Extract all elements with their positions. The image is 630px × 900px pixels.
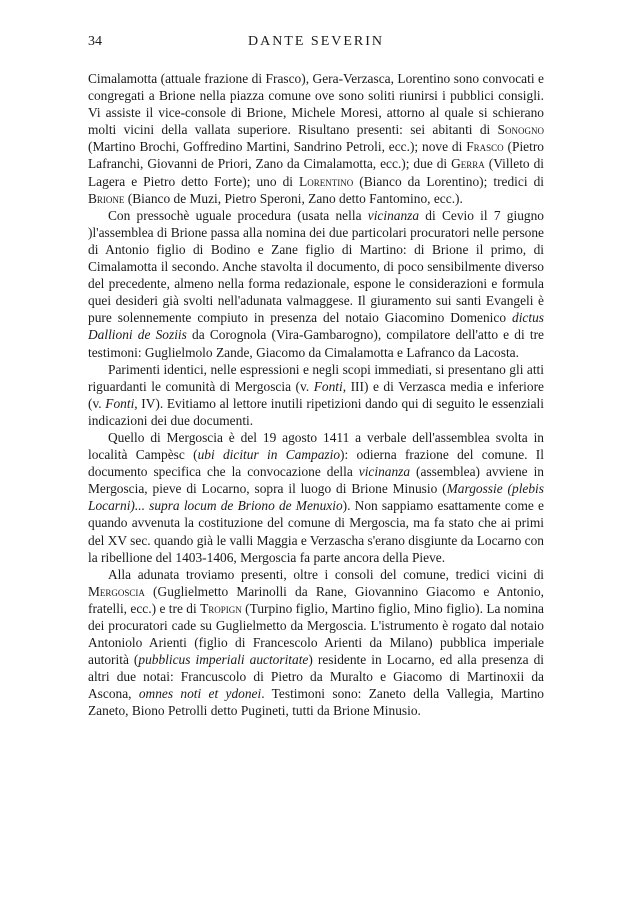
text-run: , III) e di Verzasca media e inferiore (v. (88, 378, 544, 411)
text-run: Con pressochè uguale procedura (usata nella (108, 207, 368, 223)
text-run: (Guglielmetto Marinolli da Rane, Giovannino Giacomo e Antonio, fratelli, ecc.) e tre di (88, 583, 544, 616)
italic-run: ubi dicitur in Campazio (197, 447, 341, 463)
paragraph (88, 566, 544, 720)
italic-run: Fonti (105, 395, 135, 411)
body-text (88, 70, 544, 720)
text-run: (assemblea) avviene in Mergoscia, pieve di Locarno, sopra il luogo di Brione Minusio ( (88, 464, 544, 497)
place-name: Brione (88, 190, 125, 206)
text-run: ) residente in Locarno, ed alla presenza di altri due notai: Francuscolo di Pietro da Muralto e Giacomo di Martinoxii da Ascona, (88, 652, 544, 702)
page-number: 34 (88, 34, 102, 49)
place-name: Gerra (451, 156, 485, 172)
text-run: (Turpino figlio, Martino figlio, Mino figlio). La nomina dei procuratori cade su Guglielmetto da Mergoscia. L'istrumento è rogato dal notaio Antoniolo Arienti (figlio di Francescolo Arienti da Milano) pubblica imperiale autorità ( (88, 600, 544, 668)
text-run: ): odierna frazione del comune. Il documento specifica che la convocazione della (88, 447, 544, 480)
text-run: Alla adunata troviamo presenti, oltre i consoli del comune, tredici vicini di (108, 566, 544, 582)
text-run: ). Non sappiamo esattamente come e quando avvenuta la costituzione del comune di Mergoscia, ma fa stato che ai primi del XV sec. quando già le valli Maggia e Verzascha s'erano disgiunte da Locarno con la ribellione del 1403-1406, Mergoscia fa parte ancora della Pieve. (88, 498, 544, 565)
paragraph (88, 429, 544, 566)
italic-run: Fonti (313, 378, 343, 394)
paragraph (88, 361, 544, 429)
text-run: (Villeto di Lagera e Pietro detto Forte); uno di (88, 156, 544, 189)
text-run: (Bianco da Lorentino); tredici di (353, 173, 544, 189)
paragraph (88, 207, 544, 361)
page-header (88, 34, 544, 56)
place-name: Frasco (466, 139, 504, 155)
italic-run: Margossie (plebis Locarni)... supra locum de Briono de Menuxio (88, 481, 544, 514)
running-head: DANTE SEVERIN (247, 34, 385, 49)
text-run: , IV). Evitiamo al lettore inutili ripetizioni dando qui di seguito le essenziali indicazioni dei due documenti. (88, 395, 544, 428)
place-name: Sonogno (497, 122, 544, 138)
text-run: (Martino Brochi, Goffredino Martini, Sandrino Petroli, ecc.); nove di (88, 139, 467, 155)
place-name: Tropign (200, 600, 242, 616)
text-run: Parimenti identici, nelle espressioni e negli scopi immediati, si presentano gli atti riguardanti le comunità di Mergoscia (v. (88, 361, 544, 394)
place-name: Mergoscia (88, 583, 145, 599)
italic-run: dictus Dallioni de Soziis (88, 310, 544, 343)
paragraph (88, 70, 544, 207)
italic-run: pubblicus imperiali auctoritate (138, 652, 309, 668)
italic-run: vicinanza (358, 464, 411, 480)
place-name: Lorentino (299, 173, 354, 189)
text-run: Quello di Mergoscia è del 19 agosto 1411 a verbale dell'assemblea svolta in località Campèsc ( (88, 429, 544, 463)
text-run: (Pietro Lafranchi, Giovanni de Priori, Zano da Cimalamotta, ecc.); due di (88, 139, 545, 172)
text-run: da Corognola (Vira-Gambarogno), compilatore dell'atto e di tre testimoni: Guglielmolo Zande, Giacomo da Cimalamotta e Lafranco da Lacosta. (88, 327, 544, 360)
text-run: (Bianco de Muzi, Pietro Speroni, Zano detto Fantomino, ecc.). (124, 190, 463, 206)
italic-run: omnes noti et ydonei (138, 686, 262, 702)
text-run: di Cevio il 7 giugno )l'assemblea di Brione passa alla nomina dei due particolari procuratori nelle persone di Antonio figlio di Bodino e Zane figlio di Martino: di Brione il primo, di Cimalamotta il secondo. Anche stavolta il documento, di poco sensibilmente diverso del precedente, almeno nella forma redazionale, espone le considerazioni e formula quei desideri già svolti nell'adunata valmaggese. Il giuramento sui santi Evangeli è pure solennemente compiuto in presenza del notaio Giacomino Domenico (88, 207, 544, 326)
italic-run: vicinanza (367, 207, 420, 223)
text-run: . Testimoni sono: Zaneto della Vallegia, Martino Zaneto, Biono Petrolli detto Pugineti, tutti da Brione Minusio. (88, 686, 544, 719)
text-run: Cimalamotta (attuale frazione di Frasco), Gera-Verzasca, Lorentino sono convocati e congregati a Brione nella piazza comune ove sono soliti riunirsi i pubblici consigli. Vi assiste il vice-console di Brione, Michele Moresi, attorno al quale si schierano molti vicini della vallata superiore. Risultano presenti: sei abitanti di (88, 71, 544, 138)
